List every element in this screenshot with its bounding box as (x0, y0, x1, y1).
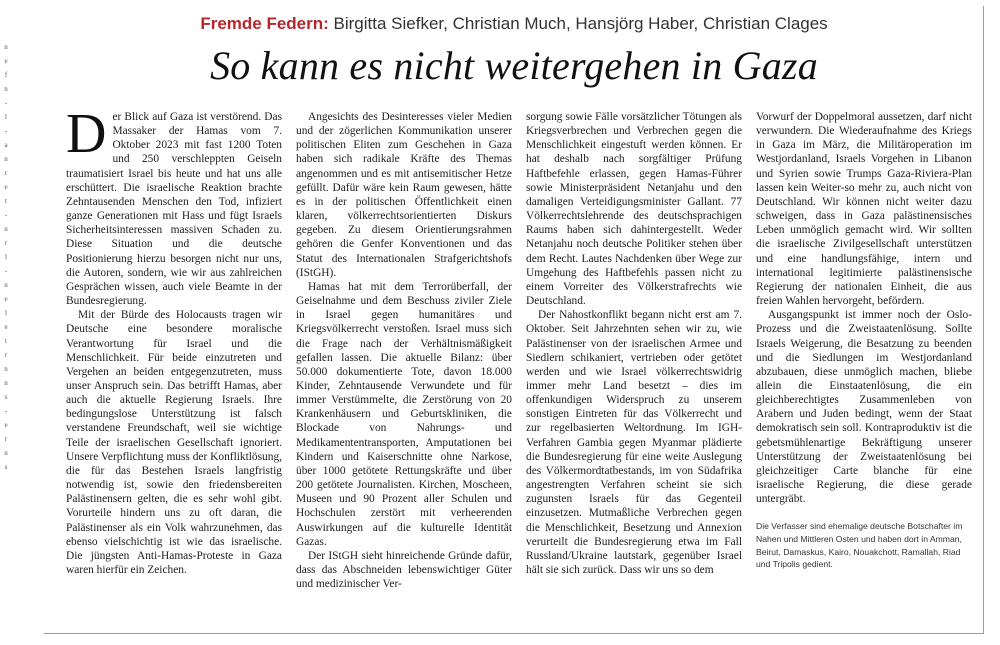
author-note: Die Verfasser sind ehemalige deutsche Botschafter im Nahen und Mittleren Osten und haben dort in Amman, Beirut, Damaskus, Kairo, Nouakchott, Ramallah, Riad und Tripolis gedient. (756, 521, 963, 570)
paragraph: sorgung sowie Fälle vorsätzlicher Tötungen als Kriegsverbrechen und Verbrechen gegen die Menschlichkeit eingestuft werden können. Er hat deshalb nach sorgfältiger Prüfung Haftbefehle erlassen, gegen Hamas-Führer sowie Ministerpräsident Netanjahu und den damaligen Verteidigungsminister Gallant. 77 Völkerrechtslehrende des deutschsprachigen Raums haben sich dahintergestellt. Weder Netanjahu noch deutsche Politiker stehen über dem Recht. Lautes Nachdenken über Wege zur Umgehung des Haftbefehls passen nicht zu einem Vorreiter des Völkerstrafrechts wie Deutschland. (526, 111, 742, 308)
margin-letter: r (4, 169, 8, 177)
margin-letter: s (4, 393, 8, 401)
margin-letter: t (5, 197, 7, 205)
adjacent-article-fragment (0, 40, 12, 620)
margin-letter: l (5, 309, 7, 317)
paragraph: Der Nahostkonflikt begann nicht erst am 7. Oktober. Seit Jahrzehnten sehen wir zu, wie Palästinenser von der israelischen Armee und Siedlern schikaniert, vertrieben oder getötet werden und wie Israel völkerrechtswidrig immer mehr Land besetzt – dies im offenkundigen Widerspruch zu unserem sonstigen Eintreten für das Völkerrecht und zur regelbasierten Weltordnung. Im IGH-Verfahren Gambia gegen Myanmar plädierte die Bundesregierung für eine weite Auslegung des Völkermordtatbestands, im von Südafrika angestrengten Verfahren scheint sie sich zugunsten Israels für das Gegenteil einzusetzen. Mutmaßliche Verbrechen gegen die Menschlichkeit, Besetzung und Annexion verurteilt die Bundesregierung etwa im Fall Russland/Ukraine lautstark, gegenüber Israel hält sie sich zurück. Dass wir uns so dem (526, 309, 742, 576)
margin-letter: l (5, 113, 7, 121)
margin-letter: e (4, 295, 8, 303)
margin-letter: a (4, 141, 8, 149)
paragraph: Ausgangspunkt ist immer noch der Oslo-Prozess und die Zweistaatenlösung. Sollte Israels Weigerung, die Besatzung zu beenden und die Siedlungen im Westjordanland abzubauen, diese unmöglich machen, bliebe allein die Einstaatenlösung, die ein gleichberechtigtes Zusammenleben von Arabern und Juden bedingt, wenn der Staat demokratisch sein soll. Kontraproduktiv ist die gebetsmühlenartige Bekräftigung unserer Unterstützung der Zweistaatenlösung bei gleichzeitiger Carte blanche für eine israelische Regierung, die diese gerade untergräbt. (756, 309, 972, 506)
margin-letter: n (4, 365, 8, 373)
column-1 (66, 110, 282, 625)
margin-letter: n (4, 449, 8, 457)
margin-letter: n (4, 43, 8, 51)
margin-letter: t (5, 337, 7, 345)
margin-letter: - (4, 407, 8, 415)
column-3 (526, 110, 742, 625)
margin-letter: n (4, 281, 8, 289)
margin-letter: f (4, 71, 8, 79)
paragraph: Vorwurf der Doppelmoral aussetzen, darf nicht verwundern. Die Wiederaufnahme des Kriegs in Gaza im März, die Militäroperation im Westjordanland, Israels Vorgehen in Libanon und Syrien sowie Trumps Gaza-Riviera-Plan lassen kein Weiter-so mehr zu, auch nicht von Deutschland. Wir können nicht weiter dazu schweigen, dass in Gaza palästinensisches Leben unmöglich gemacht wird. Wir sollten die israelische Zivilgesellschaft unterstützen und eine handlungsfähige, intern und international legitimierte palästinensische Regierung der nationalen Einheit, die aus freien Wahlen hervorgeht, befördern. (756, 111, 972, 308)
article-body (66, 110, 974, 625)
margin-letter: e (4, 421, 8, 429)
margin-letter: - (4, 127, 8, 135)
authors: Birgitta Siefker, Christian Much, Hansjörg Haber, Christian Clages (333, 14, 828, 33)
article-frame (44, 6, 984, 634)
margin-letter: e (4, 323, 8, 331)
margin-letter: l (5, 253, 7, 261)
margin-letter: e (4, 183, 8, 191)
margin-letter: - (4, 99, 8, 107)
margin-letter: - (4, 267, 8, 275)
paragraph-text: er Blick auf Gaza ist verstörend. Das Massaker der Hamas vom 7. Oktober 2023 mit fast 1200 Toten und 250 verschleppten Geiseln traumatisiert Israel bis heute und hat uns alle erschüttert. Die israelische Reaktion brachte Zehntausenden Menschen den Tod, infiziert ganze Generationen mit Hass und fügt Israels Sicherheitsinteressen massiven Schaden zu. Diese Situation und die deutsche Positionierung hierzu besorgen nicht nur uns, die Autoren, sondern, wie wir aus zahlreichen Gesprächen wissen, auch viele Beamte in der Bundesregierung. (66, 111, 282, 308)
kicker (44, 14, 984, 34)
paragraph: Angesichts des Desinteresses vieler Medien und der zögerlichen Kommunikation unserer politischen Eliten zum Geschehen in Gaza haben sich radikale Kräfte des Themas angenommen und es mit antisemitischer Hetze gefüllt. Dafür wäre kein Raum gewesen, hätte es in der politischen Öffentlichkeit einen klaren, völkerrechtsorientierten Diskurs gegeben. Zu diesem Orientierungsrahmen gehören die Genfer Konventionen und das Statut des Internationalen Strafgerichtshofs (IStGH). (296, 111, 512, 279)
paragraph: Hamas hat mit dem Terrorüberfall, der Geiselnahme und dem Beschuss ziviler Ziele in Israel gegen humanitäres und Kriegsvölkerrecht verstoßen. Israel muss sich die Frage nach der Verhältnismäßigkeit gefallen lassen. Die aktuelle Bilanz: über 50.000 dokumentierte Tote, davon 18.000 Kinder, Zehntausende Verwundete und für immer Verstümmelte, die Zerstörung von 20 Krankenhäusern und Geburtskliniken, die Blockade von Nahrungs- und Medikamententransporten, Amputationen bei Kindern und Kaiserschnitte ohne Narkose, über 1000 getötete Rettungskräfte und über 200 getötete Journalisten. Kirchen, Moscheen, Museen und 90 Prozent aller Schulen und Hochschulen zerstört mit verheerenden Auswirkungen auf die kulturelle Identität Gazas. (296, 280, 512, 548)
margin-letter: n (4, 155, 8, 163)
margin-letter: r (4, 351, 8, 359)
paragraph: Mit der Bürde des Holocausts tragen wir Deutsche eine besondere moralische Verantwortung für Israel und die Menschlichkeit. Für beide einzutreten und Vergehen an beiden entgegenzutreten, muss unser Anspruch sein. Das betrifft Hamas, aber auch die aktuelle Regierung Israels. Ihre bedingungslose Unterstützung ist falsch verstandene Freundschaft, weil sie wichtige Teile der israelischen Gesellschaft ignoriert. Unsere Verpflichtung muss der Konfliktlösung, die für das Bestehen Israels langfristig notwendig ist, sowie den friedensbereiten Palästinensern gelten, die es sehr wohl gibt. Vorurteile hindern uns zu oft daran, die Palästinenser als ein Volk wahrzunehmen, das ebenso vielschichtig ist wie das israelische. Die jüngsten Anti-Hamas-Proteste in Gaza waren hierfür ein Zeichen. (66, 309, 282, 576)
margin-letter: n (4, 225, 8, 233)
paragraph: Der IStGH sieht hinreichende Gründe dafür, dass das Abschneiden lebenswichtiger Güter und medizinischer Ver- (296, 549, 512, 591)
margin-letter: r (4, 239, 8, 247)
margin-letter: e (4, 57, 8, 65)
column-2 (296, 110, 512, 625)
column-4 (756, 110, 972, 625)
margin-letter: n (4, 379, 8, 387)
margin-letter: - (4, 211, 8, 219)
drop-cap: D (66, 110, 107, 165)
margin-letter: n (4, 85, 8, 93)
paragraph (66, 110, 282, 308)
kicker-label: Fremde Federn: (200, 14, 329, 33)
margin-letter: s (4, 463, 8, 471)
margin-letter: r (4, 435, 8, 443)
headline: So kann es nicht weitergehen in Gaza (210, 43, 818, 88)
